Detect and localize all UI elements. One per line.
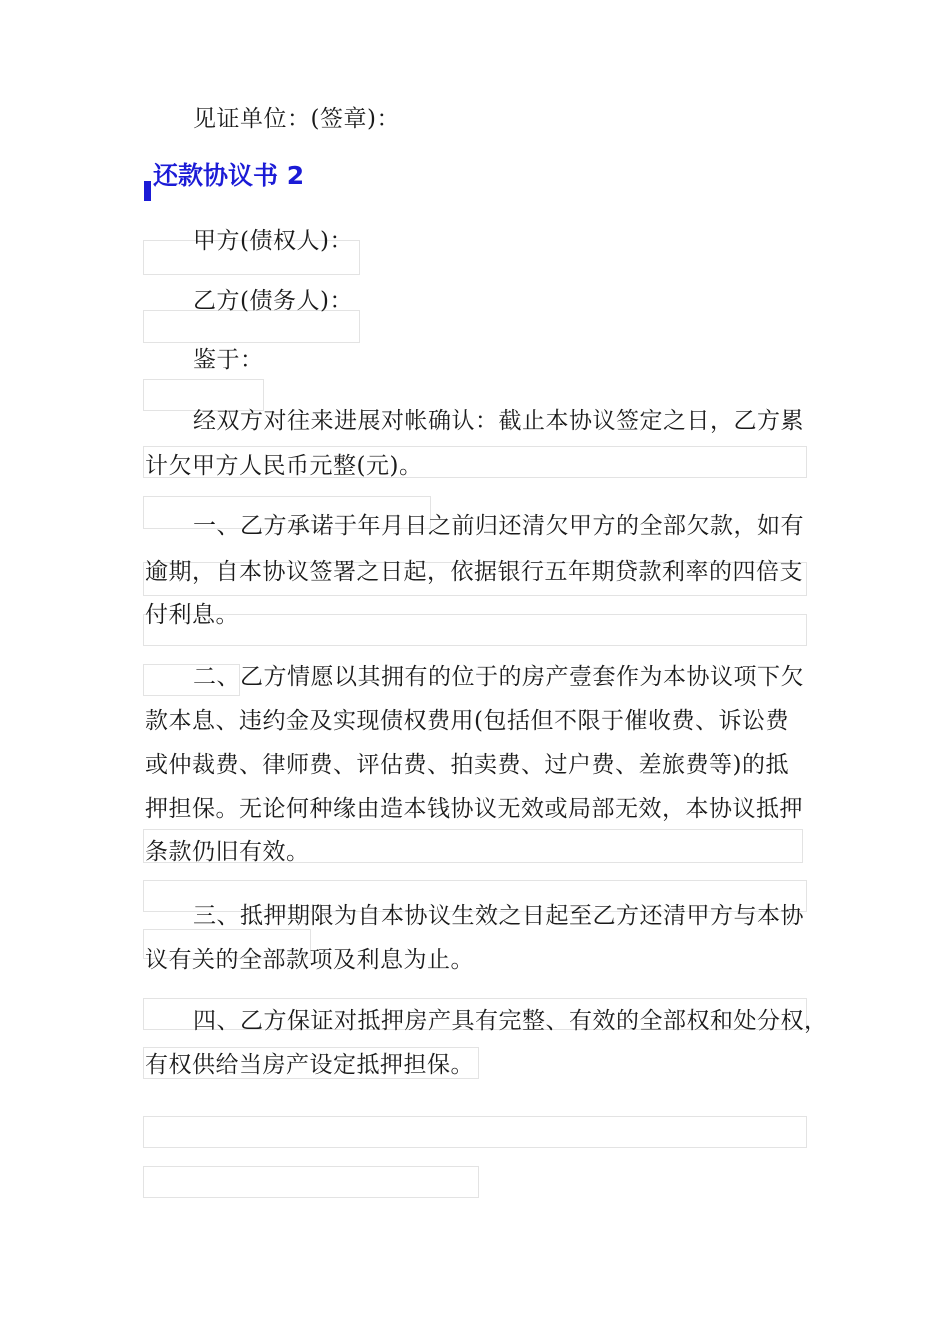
paragraph-line: 计欠甲方人民币元整(元)。	[145, 453, 423, 479]
paragraph-line: 或仲裁费、律师费、评估费、拍卖费、过户费、差旅费等)的抵	[145, 752, 789, 778]
paragraph-line: 有权供给当房产设定抵押担保。	[145, 1052, 474, 1078]
paragraph-line: 付利息。	[145, 602, 239, 628]
whereas-line: 鉴于：	[193, 347, 264, 373]
section-heading: 还款协议书 2	[153, 161, 305, 190]
paragraph-line: 押担保。无论何种缘由造本钱协议无效或局部无效，本协议抵押	[145, 796, 803, 822]
ruling-box	[143, 1166, 479, 1198]
ruling-box	[143, 614, 807, 646]
witness-line: 见证单位：(签章)：	[193, 106, 400, 132]
paragraph-line: 一、乙方承诺于年月日之前归还清欠甲方的全部欠款，如有	[193, 513, 804, 539]
paragraph-line: 四、乙方保证对抵押房产具有完整、有效的全部权和处分权，	[193, 1008, 828, 1034]
paragraph-line: 议有关的全部款项及利息为止。	[145, 947, 474, 973]
paragraph-line: 逾期，自本协议签署之日起，依据银行五年期贷款利率的四倍支	[145, 559, 803, 585]
paragraph-line: 条款仍旧有效。	[145, 839, 310, 865]
paragraph-line: 款本息、违约金及实现债权费用(包括但不限于催收费、诉讼费	[145, 708, 789, 734]
paragraph-line: 经双方对往来进展对帐确认：截止本协议签定之日，乙方累	[193, 408, 804, 434]
paragraph-line: 三、抵押期限为自本协议生效之日起至乙方还清甲方与本协	[193, 903, 804, 929]
heading-marker	[144, 181, 151, 201]
paragraph-line: 二、乙方情愿以其拥有的位于的房产壹套作为本协议项下欠	[193, 664, 804, 690]
party-b-line: 乙方(债务人)：	[193, 288, 353, 314]
ruling-box	[143, 1116, 807, 1148]
party-a-line: 甲方(债权人)：	[193, 228, 353, 254]
